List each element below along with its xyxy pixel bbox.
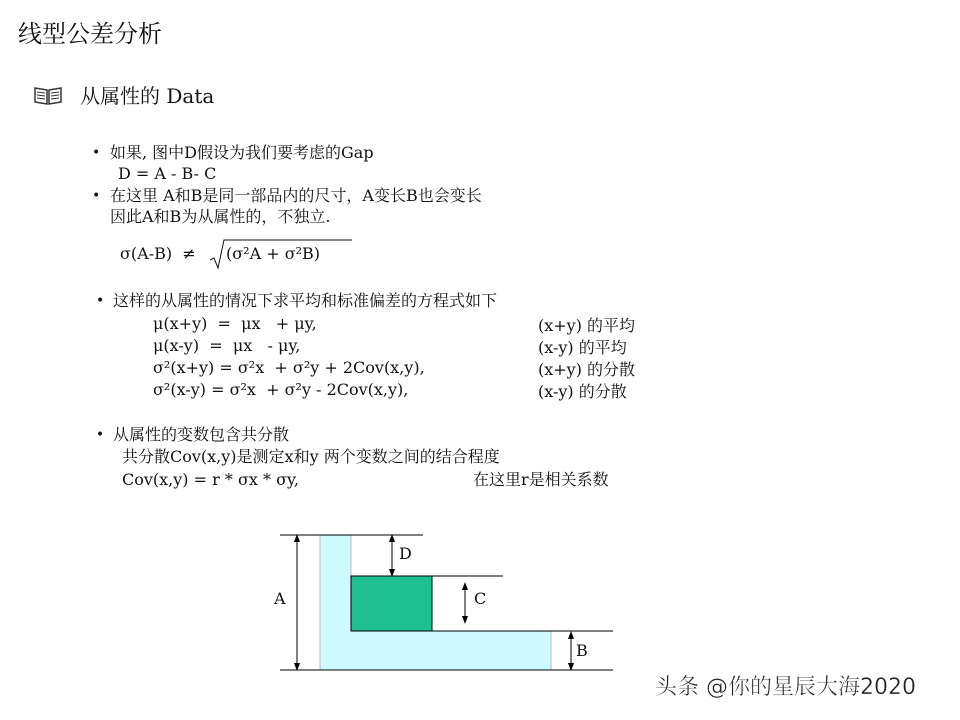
bullet: • <box>92 145 101 161</box>
text-line: 共分散Cov(x,y)是测定x和y 两个变数之间的结合程度 <box>122 447 500 466</box>
page-title: 线型公差分析 <box>18 20 162 48</box>
equation-gap: D = A - B- C <box>118 164 217 183</box>
equation-desc: (x-y) 的分散 <box>538 382 627 401</box>
inequality-left: σ(A-B) ≠ <box>120 244 196 263</box>
bullet: • <box>96 427 105 443</box>
text-line: 因此A和B为从属性的，不独立. <box>110 207 331 226</box>
text-line: 如果, 图中D假设为我们要考虑的Gap <box>110 143 374 162</box>
bullet: • <box>92 188 101 204</box>
text-line: 这样的从属性的情况下求平均和标准偏差的方程式如下 <box>113 291 498 310</box>
equation-desc: (x+y) 的分散 <box>538 360 636 379</box>
watermark: 头条 @你的星辰大海2020 <box>655 675 916 700</box>
gap-block <box>351 576 432 631</box>
equation: μ(x-y) = μx - μy, <box>153 336 301 355</box>
equation: σ²(x+y) = σ²x + σ²y + 2Cov(x,y), <box>153 358 425 377</box>
text-note: 在这里r是相关系数 <box>473 470 609 489</box>
inequality-right: (σ²A + σ²B) <box>226 244 321 263</box>
text-line: 在这里 A和B是同一部品内的尺寸，A变长B也会变长 <box>110 186 482 205</box>
equation: σ²(x-y) = σ²x + σ²y - 2Cov(x,y), <box>153 380 409 399</box>
label-d: D <box>399 544 412 563</box>
label-b: B <box>576 641 588 660</box>
equation: μ(x+y) = μx + μy, <box>153 314 317 333</box>
label-c: C <box>474 589 487 608</box>
equation-cov: Cov(x,y) = r * σx * σy, <box>122 470 299 489</box>
section-heading: 从属性的 Data <box>80 84 215 108</box>
label-a: A <box>274 589 286 608</box>
bullet: • <box>96 293 105 309</box>
equation-desc: (x-y) 的平均 <box>538 338 627 357</box>
equation-desc: (x+y) 的平均 <box>538 316 636 335</box>
text-line: 从属性的变数包含共分散 <box>113 425 290 444</box>
